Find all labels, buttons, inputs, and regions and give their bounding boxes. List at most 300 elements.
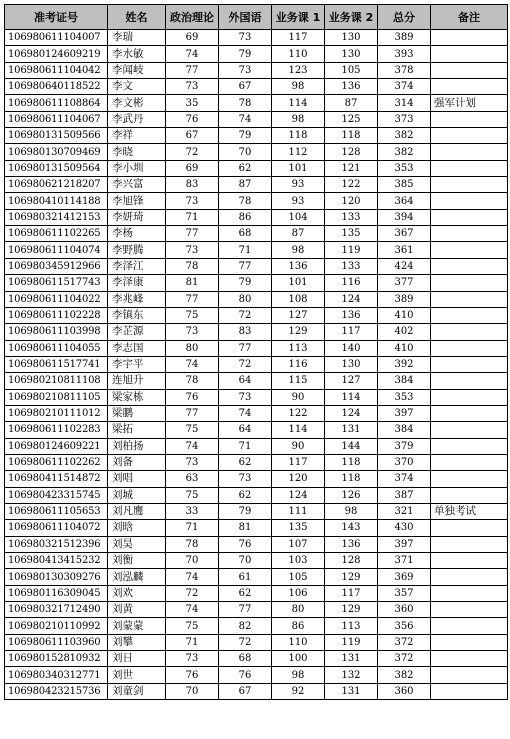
cell-subject-1: 116 (272, 356, 325, 372)
cell-total: 321 (378, 503, 431, 519)
cell-exam-id: 106980124609219 (5, 46, 108, 62)
cell-name: 刘黄 (108, 602, 166, 618)
cell-remarks (431, 634, 508, 650)
cell-foreign-language: 78 (219, 95, 272, 111)
table-row (5, 585, 508, 601)
cell-subject-1: 110 (272, 634, 325, 650)
cell-politics: 81 (166, 275, 219, 291)
cell-exam-id: 106980611103998 (5, 324, 108, 340)
cell-name: 刘童剑 (108, 683, 166, 699)
cell-name: 刘备 (108, 454, 166, 470)
cell-remarks (431, 258, 508, 274)
cell-foreign-language: 79 (219, 275, 272, 291)
cell-foreign-language: 73 (219, 389, 272, 405)
cell-remarks (431, 128, 508, 144)
cell-remarks (431, 536, 508, 552)
cell-subject-2: 140 (325, 340, 378, 356)
cell-total: 379 (378, 438, 431, 454)
cell-subject-1: 123 (272, 62, 325, 78)
cell-remarks (431, 160, 508, 176)
cell-exam-id: 106980321412153 (5, 209, 108, 225)
cell-total: 384 (378, 422, 431, 438)
cell-foreign-language: 80 (219, 291, 272, 307)
cell-subject-1: 118 (272, 128, 325, 144)
cell-exam-id: 106980611517743 (5, 275, 108, 291)
table-row (5, 62, 508, 78)
cell-politics: 76 (166, 389, 219, 405)
cell-foreign-language: 62 (219, 585, 272, 601)
cell-subject-2: 131 (325, 683, 378, 699)
cell-total: 374 (378, 79, 431, 95)
cell-foreign-language: 67 (219, 79, 272, 95)
cell-exam-id: 106980611102262 (5, 454, 108, 470)
cell-remarks (431, 291, 508, 307)
cell-remarks (431, 62, 508, 78)
cell-foreign-language: 79 (219, 46, 272, 62)
header-exam-id: 准考证号 (5, 5, 108, 30)
cell-foreign-language: 62 (219, 487, 272, 503)
cell-remarks (431, 422, 508, 438)
cell-subject-1: 98 (272, 79, 325, 95)
cell-name: 刘唱 (108, 471, 166, 487)
cell-total: 353 (378, 389, 431, 405)
table-row (5, 307, 508, 323)
cell-subject-2: 117 (325, 324, 378, 340)
table-row (5, 471, 508, 487)
cell-remarks (431, 602, 508, 618)
cell-total: 353 (378, 160, 431, 176)
cell-exam-id: 106980611104007 (5, 30, 108, 46)
cell-name: 李泽江 (108, 258, 166, 274)
cell-subject-2: 130 (325, 30, 378, 46)
cell-exam-id: 106980611102228 (5, 307, 108, 323)
cell-exam-id: 106980124609221 (5, 438, 108, 454)
cell-subject-1: 104 (272, 209, 325, 225)
cell-total: 382 (378, 128, 431, 144)
table-row (5, 340, 508, 356)
cell-name: 李镇东 (108, 307, 166, 323)
cell-name: 刘泓麟 (108, 569, 166, 585)
cell-subject-2: 118 (325, 471, 378, 487)
table-row (5, 602, 508, 618)
cell-remarks: 强军计划 (431, 95, 508, 111)
cell-foreign-language: 72 (219, 634, 272, 650)
cell-exam-id: 106980210811105 (5, 389, 108, 405)
cell-politics: 77 (166, 291, 219, 307)
cell-remarks (431, 46, 508, 62)
cell-subject-1: 87 (272, 226, 325, 242)
cell-total: 357 (378, 585, 431, 601)
cell-subject-2: 98 (325, 503, 378, 519)
cell-remarks (431, 438, 508, 454)
cell-subject-2: 132 (325, 667, 378, 683)
cell-subject-1: 127 (272, 307, 325, 323)
table-row (5, 651, 508, 667)
header-subject-2: 业务课 2 (325, 5, 378, 30)
cell-foreign-language: 87 (219, 177, 272, 193)
cell-subject-1: 108 (272, 291, 325, 307)
cell-remarks (431, 30, 508, 46)
cell-subject-2: 133 (325, 258, 378, 274)
cell-name: 刘衡 (108, 553, 166, 569)
cell-subject-1: 103 (272, 553, 325, 569)
cell-foreign-language: 72 (219, 307, 272, 323)
table-row (5, 242, 508, 258)
cell-subject-2: 129 (325, 569, 378, 585)
cell-exam-id: 106980611104074 (5, 242, 108, 258)
cell-remarks (431, 177, 508, 193)
cell-remarks (431, 585, 508, 601)
cell-subject-2: 127 (325, 373, 378, 389)
cell-foreign-language: 79 (219, 503, 272, 519)
table-row (5, 536, 508, 552)
cell-exam-id: 106980611104042 (5, 62, 108, 78)
table-header (5, 5, 508, 30)
cell-politics: 75 (166, 422, 219, 438)
cell-politics: 72 (166, 585, 219, 601)
cell-politics: 77 (166, 62, 219, 78)
cell-politics: 74 (166, 602, 219, 618)
cell-remarks (431, 226, 508, 242)
cell-politics: 73 (166, 324, 219, 340)
cell-subject-1: 107 (272, 536, 325, 552)
cell-subject-2: 130 (325, 356, 378, 372)
cell-subject-2: 136 (325, 536, 378, 552)
cell-politics: 33 (166, 503, 219, 519)
header-name: 姓名 (108, 5, 166, 30)
table-row (5, 177, 508, 193)
cell-remarks (431, 471, 508, 487)
cell-foreign-language: 64 (219, 373, 272, 389)
cell-politics: 71 (166, 634, 219, 650)
table-row (5, 503, 508, 519)
cell-remarks (431, 193, 508, 209)
cell-remarks (431, 356, 508, 372)
cell-politics: 70 (166, 553, 219, 569)
cell-total: 392 (378, 356, 431, 372)
cell-politics: 70 (166, 683, 219, 699)
table-row (5, 569, 508, 585)
header-total: 总分 (378, 5, 431, 30)
cell-politics: 73 (166, 193, 219, 209)
cell-name: 刘城 (108, 487, 166, 503)
cell-total: 410 (378, 340, 431, 356)
cell-subject-2: 128 (325, 553, 378, 569)
cell-subject-2: 122 (325, 177, 378, 193)
cell-subject-1: 106 (272, 585, 325, 601)
cell-name: 梁鹏 (108, 405, 166, 421)
cell-politics: 77 (166, 226, 219, 242)
cell-politics: 63 (166, 471, 219, 487)
cell-foreign-language: 76 (219, 667, 272, 683)
cell-name: 李芷源 (108, 324, 166, 340)
cell-subject-1: 117 (272, 454, 325, 470)
cell-exam-id: 106980413415232 (5, 553, 108, 569)
cell-total: 397 (378, 536, 431, 552)
cell-subject-1: 101 (272, 160, 325, 176)
cell-total: 360 (378, 602, 431, 618)
cell-foreign-language: 82 (219, 618, 272, 634)
cell-subject-2: 126 (325, 487, 378, 503)
cell-exam-id: 106980321712490 (5, 602, 108, 618)
cell-name: 刘日 (108, 651, 166, 667)
cell-subject-2: 124 (325, 291, 378, 307)
cell-foreign-language: 62 (219, 160, 272, 176)
cell-name: 李闻岐 (108, 62, 166, 78)
cell-subject-2: 136 (325, 79, 378, 95)
cell-exam-id: 106980116309045 (5, 585, 108, 601)
cell-subject-1: 122 (272, 405, 325, 421)
cell-total: 382 (378, 144, 431, 160)
cell-subject-2: 124 (325, 405, 378, 421)
table-row (5, 258, 508, 274)
cell-subject-2: 120 (325, 193, 378, 209)
cell-total: 389 (378, 291, 431, 307)
cell-name: 李水敏 (108, 46, 166, 62)
cell-foreign-language: 77 (219, 340, 272, 356)
cell-exam-id: 106980611102265 (5, 226, 108, 242)
table-row (5, 111, 508, 127)
cell-foreign-language: 77 (219, 258, 272, 274)
cell-subject-2: 144 (325, 438, 378, 454)
cell-name: 梁拓 (108, 422, 166, 438)
cell-subject-1: 86 (272, 618, 325, 634)
cell-foreign-language: 68 (219, 226, 272, 242)
cell-foreign-language: 70 (219, 144, 272, 160)
cell-exam-id: 106980131509564 (5, 160, 108, 176)
cell-name: 刘世 (108, 667, 166, 683)
cell-politics: 73 (166, 651, 219, 667)
cell-politics: 72 (166, 144, 219, 160)
cell-total: 378 (378, 62, 431, 78)
cell-total: 360 (378, 683, 431, 699)
cell-remarks (431, 242, 508, 258)
header-remarks: 备注 (431, 5, 508, 30)
cell-total: 385 (378, 177, 431, 193)
cell-exam-id: 106980621218207 (5, 177, 108, 193)
cell-name: 刘蒙蒙 (108, 618, 166, 634)
cell-total: 371 (378, 553, 431, 569)
cell-politics: 74 (166, 46, 219, 62)
cell-foreign-language: 72 (219, 356, 272, 372)
table-row (5, 520, 508, 536)
cell-exam-id: 106980340312771 (5, 667, 108, 683)
cell-subject-1: 120 (272, 471, 325, 487)
cell-total: 397 (378, 405, 431, 421)
table-row (5, 405, 508, 421)
table-row (5, 634, 508, 650)
cell-foreign-language: 73 (219, 30, 272, 46)
cell-foreign-language: 83 (219, 324, 272, 340)
cell-total: 430 (378, 520, 431, 536)
cell-exam-id: 106980640118522 (5, 79, 108, 95)
table-row (5, 46, 508, 62)
cell-politics: 75 (166, 487, 219, 503)
cell-politics: 73 (166, 242, 219, 258)
table-row (5, 487, 508, 503)
cell-total: 393 (378, 46, 431, 62)
cell-subject-2: 116 (325, 275, 378, 291)
cell-subject-2: 114 (325, 389, 378, 405)
table-row (5, 291, 508, 307)
cell-name: 连旭升 (108, 373, 166, 389)
cell-remarks (431, 275, 508, 291)
cell-remarks (431, 324, 508, 340)
cell-foreign-language: 73 (219, 471, 272, 487)
cell-name: 刘欢 (108, 585, 166, 601)
cell-exam-id: 106980611104022 (5, 291, 108, 307)
cell-politics: 75 (166, 618, 219, 634)
cell-politics: 76 (166, 111, 219, 127)
cell-politics: 67 (166, 128, 219, 144)
cell-name: 梁家栋 (108, 389, 166, 405)
score-table-wrapper (4, 4, 508, 700)
table-row (5, 356, 508, 372)
cell-foreign-language: 77 (219, 602, 272, 618)
cell-politics: 73 (166, 454, 219, 470)
cell-politics: 78 (166, 258, 219, 274)
table-row (5, 160, 508, 176)
table-row (5, 454, 508, 470)
table-row (5, 226, 508, 242)
cell-subject-2: 129 (325, 602, 378, 618)
cell-total: 402 (378, 324, 431, 340)
cell-total: 382 (378, 667, 431, 683)
cell-politics: 73 (166, 79, 219, 95)
cell-subject-1: 80 (272, 602, 325, 618)
cell-subject-1: 129 (272, 324, 325, 340)
table-row (5, 193, 508, 209)
cell-foreign-language: 86 (219, 209, 272, 225)
cell-subject-1: 93 (272, 193, 325, 209)
cell-remarks (431, 454, 508, 470)
cell-foreign-language: 74 (219, 111, 272, 127)
cell-subject-1: 117 (272, 30, 325, 46)
cell-subject-2: 135 (325, 226, 378, 242)
cell-total: 374 (378, 471, 431, 487)
cell-subject-2: 143 (325, 520, 378, 536)
cell-name: 李文彬 (108, 95, 166, 111)
cell-subject-1: 124 (272, 487, 325, 503)
cell-exam-id: 106980611103960 (5, 634, 108, 650)
cell-total: 387 (378, 487, 431, 503)
cell-foreign-language: 78 (219, 193, 272, 209)
cell-subject-2: 128 (325, 144, 378, 160)
table-row (5, 95, 508, 111)
cell-foreign-language: 64 (219, 422, 272, 438)
cell-exam-id: 106980210110992 (5, 618, 108, 634)
cell-politics: 69 (166, 160, 219, 176)
cell-politics: 71 (166, 520, 219, 536)
cell-total: 394 (378, 209, 431, 225)
table-row (5, 144, 508, 160)
cell-exam-id: 106980611108864 (5, 95, 108, 111)
cell-total: 361 (378, 242, 431, 258)
cell-subject-2: 118 (325, 454, 378, 470)
cell-politics: 76 (166, 667, 219, 683)
cell-foreign-language: 73 (219, 62, 272, 78)
header-subject-1: 业务课 1 (272, 5, 325, 30)
cell-remarks (431, 373, 508, 389)
cell-remarks (431, 340, 508, 356)
table-body (5, 30, 508, 700)
cell-politics: 71 (166, 209, 219, 225)
cell-foreign-language: 61 (219, 569, 272, 585)
cell-remarks (431, 553, 508, 569)
cell-remarks (431, 307, 508, 323)
cell-foreign-language: 71 (219, 438, 272, 454)
cell-name: 刘凡鹰 (108, 503, 166, 519)
table-row (5, 324, 508, 340)
cell-remarks (431, 209, 508, 225)
cell-exam-id: 106980130709469 (5, 144, 108, 160)
cell-politics: 74 (166, 438, 219, 454)
table-row (5, 275, 508, 291)
cell-foreign-language: 79 (219, 128, 272, 144)
cell-subject-1: 114 (272, 422, 325, 438)
cell-name: 刘柏扬 (108, 438, 166, 454)
cell-politics: 35 (166, 95, 219, 111)
cell-subject-1: 135 (272, 520, 325, 536)
table-row (5, 373, 508, 389)
table-row (5, 79, 508, 95)
cell-remarks (431, 405, 508, 421)
cell-subject-2: 136 (325, 307, 378, 323)
cell-remarks (431, 618, 508, 634)
cell-total: 384 (378, 373, 431, 389)
cell-subject-1: 136 (272, 258, 325, 274)
cell-exam-id: 106980611104067 (5, 111, 108, 127)
cell-name: 李兆峰 (108, 291, 166, 307)
cell-subject-2: 131 (325, 651, 378, 667)
cell-total: 364 (378, 193, 431, 209)
cell-total: 389 (378, 30, 431, 46)
table-row (5, 438, 508, 454)
cell-subject-1: 112 (272, 144, 325, 160)
cell-name: 李兴富 (108, 177, 166, 193)
cell-remarks (431, 111, 508, 127)
cell-subject-1: 101 (272, 275, 325, 291)
cell-subject-1: 98 (272, 111, 325, 127)
cell-politics: 74 (166, 356, 219, 372)
cell-remarks (431, 487, 508, 503)
cell-exam-id: 106980321512396 (5, 536, 108, 552)
cell-remarks (431, 144, 508, 160)
cell-foreign-language: 74 (219, 405, 272, 421)
cell-politics: 74 (166, 569, 219, 585)
cell-politics: 78 (166, 536, 219, 552)
cell-total: 314 (378, 95, 431, 111)
cell-total: 372 (378, 634, 431, 650)
table-row (5, 553, 508, 569)
header-row (5, 5, 508, 30)
cell-subject-1: 115 (272, 373, 325, 389)
cell-name: 李野腾 (108, 242, 166, 258)
cell-foreign-language: 76 (219, 536, 272, 552)
score-table (4, 4, 508, 700)
cell-subject-2: 118 (325, 128, 378, 144)
cell-total: 356 (378, 618, 431, 634)
cell-name: 李文 (108, 79, 166, 95)
cell-politics: 80 (166, 340, 219, 356)
cell-total: 370 (378, 454, 431, 470)
cell-subject-2: 113 (325, 618, 378, 634)
cell-name: 李杨 (108, 226, 166, 242)
cell-exam-id: 106980611517741 (5, 356, 108, 372)
cell-subject-1: 105 (272, 569, 325, 585)
cell-subject-2: 125 (325, 111, 378, 127)
cell-name: 李小圳 (108, 160, 166, 176)
